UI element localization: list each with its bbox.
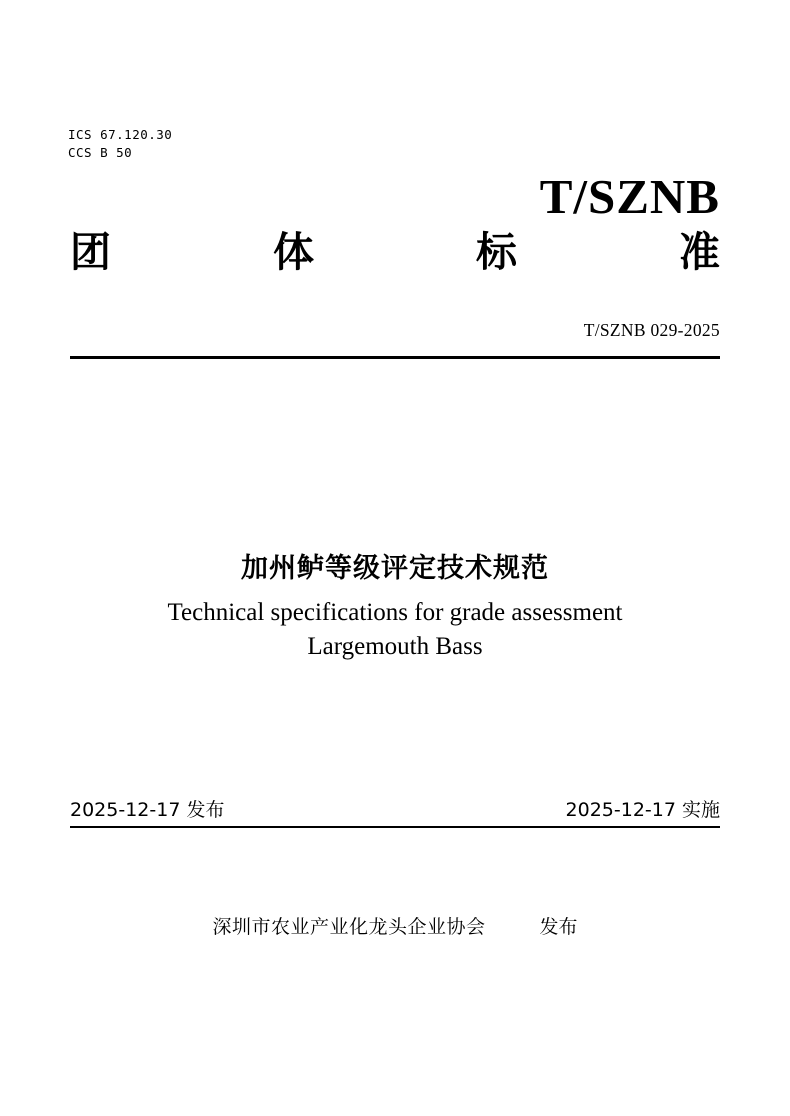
implement-date: 2025-12-17 实施	[565, 799, 720, 821]
header-divider	[70, 356, 720, 359]
ccs-code: CCS B 50	[68, 145, 133, 160]
category-char-1: 团	[70, 228, 111, 276]
date-line	[70, 795, 720, 822]
ics-code: ICS 67.120.30	[68, 127, 173, 142]
title-english-line-1: Technical specifications for grade assessment	[167, 598, 623, 626]
publish-date: 2025-12-17 发布	[70, 799, 225, 821]
standard-number: T/SZNB 029-2025	[583, 320, 720, 340]
category-char-4: 准	[679, 228, 720, 276]
title-block	[70, 552, 720, 663]
issuer-action: 发布	[539, 916, 578, 938]
issuer-line	[70, 912, 720, 939]
category-char-3: 标	[476, 228, 517, 276]
category-char-2: 体	[273, 228, 314, 276]
footer-divider	[70, 826, 720, 828]
standard-mark: T/SZNB	[539, 169, 720, 224]
standard-category-label	[70, 228, 720, 276]
title-english	[70, 596, 720, 664]
title-chinese: 加州鲈等级评定技术规范	[241, 553, 549, 584]
issuer-organization: 深圳市农业产业化龙头企业协会	[212, 916, 486, 938]
title-english-line-2: Largemouth Bass	[307, 632, 483, 660]
classification-codes	[68, 126, 172, 162]
